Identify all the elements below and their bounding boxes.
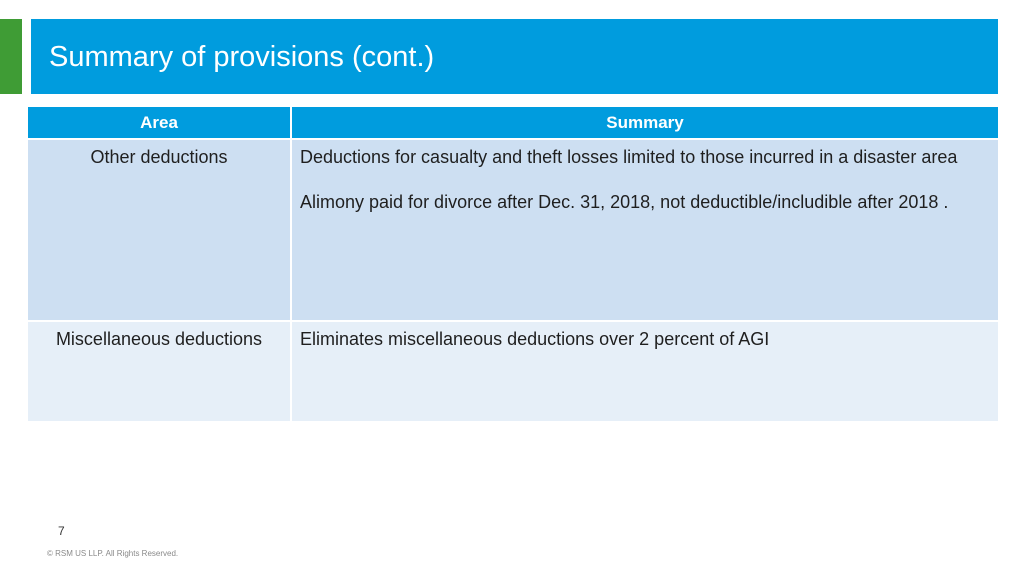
provisions-table	[28, 107, 998, 423]
header-area: Area	[28, 107, 291, 139]
area-cell: Miscellaneous deductions	[28, 321, 291, 422]
summary-paragraph: Alimony paid for divorce after Dec. 31, 2018, not deductible/includible after 2018 .	[300, 192, 949, 212]
header-summary: Summary	[291, 107, 998, 139]
area-cell: Other deductions	[28, 139, 291, 321]
copyright-notice: © RSM US LLP. All Rights Reserved.	[47, 549, 179, 558]
table-row	[28, 139, 998, 321]
summary-paragraph: Deductions for casualty and theft losses limited to those incurred in a disaster area	[300, 147, 958, 167]
slide-title: Summary of provisions (cont.)	[49, 41, 435, 73]
table-header-row	[28, 107, 998, 139]
page-number: 7	[58, 524, 65, 538]
summary-cell	[291, 139, 998, 321]
accent-bar	[0, 19, 22, 94]
summary-cell	[291, 321, 998, 422]
table-row	[28, 321, 998, 422]
summary-paragraph: Eliminates miscellaneous deductions over 2 percent of AGI	[300, 329, 770, 349]
title-band	[31, 19, 998, 94]
